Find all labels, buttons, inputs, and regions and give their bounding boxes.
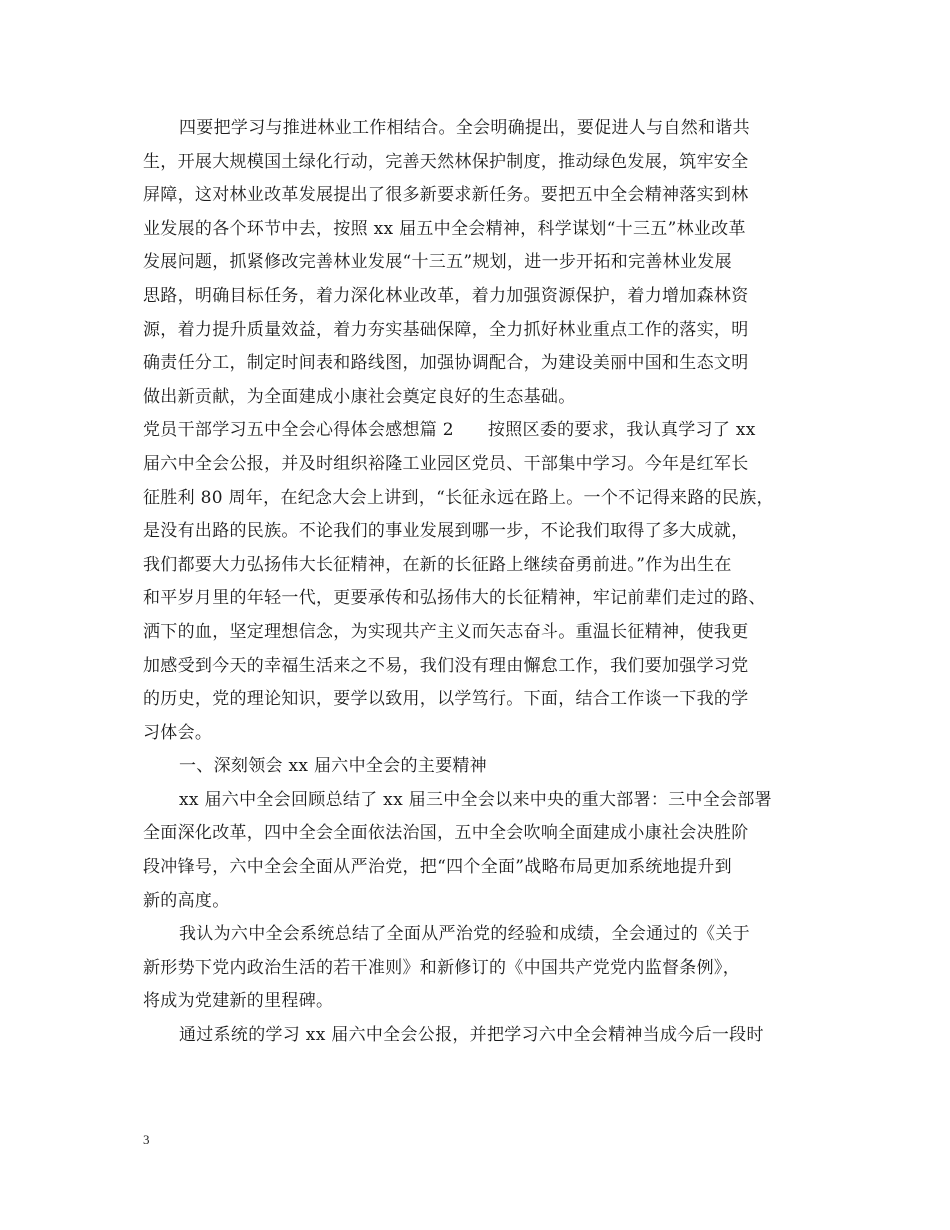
text-line: 段冲锋号，六中全会全面从严治党，把“四个全面”战略布局更加系统地提升到	[143, 857, 732, 878]
text-line: 全面深化改革，四中全会全面依法治国，五中全会吹响全面建成小康社会决胜阶	[143, 823, 749, 844]
text-line: 将成为党建新的里程碑。	[143, 991, 334, 1012]
text-line: 做出新贡献，为全面建成小康社会奠定良好的生态基础。	[143, 386, 576, 407]
text-line: 加感受到今天的幸福生活来之不易，我们没有理由懈怠工作，我们要加强学习党	[143, 655, 749, 676]
page-number: 3	[143, 1132, 150, 1147]
document-body	[143, 112, 823, 1053]
text-line: 源，着力提升质量效益，着力夯实基础保障，全力抓好林业重点工作的落实，明	[143, 319, 749, 340]
text-line: 确责任分工，制定时间表和路线图，加强协调配合，为建设美丽中国和生态文明	[143, 353, 749, 374]
text-line: 新形势下党内政治生活的若干准则》和新修订的《中国共产党党内监督条例》，	[143, 957, 740, 978]
text-line: xx 届六中全会回顾总结了 xx 届三中全会以来中央的重大部署：三中全会部署	[179, 789, 772, 810]
text-line: 洒下的血，坚定理想信念，为实现共产主义而矢志奋斗。重温长征精神，使我更	[143, 621, 749, 642]
article-title-line	[143, 414, 823, 448]
text-line: 我认为六中全会系统总结了全面从严治党的经验和成绩，全会通过的《关于	[179, 924, 750, 945]
paragraph-review	[143, 784, 823, 918]
text-line: 业发展的各个环节中去，按照 xx 届五中全会精神，科学谋划“十三五”林业改革	[143, 218, 746, 239]
text-line: 发展问题，抓紧修改完善林业发展“十三五”规划，进一步开拓和完善林业发展	[143, 252, 732, 273]
text-line: 通过系统的学习 xx 届六中全会公报，并把学习六中全会精神当成今后一段时	[179, 1025, 764, 1046]
text-line: 我们都要大力弘扬伟大长征精神，在新的长征路上继续奋勇前进。”作为出生在	[143, 554, 732, 575]
text-line: 思路，明确目标任务，着力深化林业改革，着力加强资源保护，着力增加森林资	[143, 285, 749, 306]
text-line: 习体会。	[143, 722, 213, 743]
paragraph-forestry	[143, 112, 823, 414]
text-line: 的历史，党的理论知识，要学以致用，以学笃行。下面，结合工作谈一下我的学	[143, 689, 749, 710]
text-line: 届六中全会公报，并及时组织裕隆工业园区党员、干部集中学习。今年是红军长	[143, 453, 749, 474]
paragraph-opinion	[143, 918, 823, 1019]
intro-first-line: 按照区委的要求，我认真学习了 xx	[487, 420, 756, 441]
text-line: 和平岁月里的年轻一代，更要承传和弘扬伟大的长征精神，牢记前辈们走过的路、	[143, 588, 766, 609]
text-line: 生，开展大规模国土绿化行动，完善天然林保护制度，推动绿色发展，筑牢安全	[143, 151, 749, 172]
text-line: 屏障，这对林业改革发展提出了很多新要求新任务。要把五中全会精神落实到林	[143, 185, 749, 206]
text-line: 是没有出路的民族。不论我们的事业发展到哪一步，不论我们取得了多大成就，	[143, 521, 749, 542]
text-line: 征胜利 80 周年，在纪念大会上讲到，“长征永远在路上。一个不记得来路的民族，	[143, 487, 774, 508]
article-title: 党员干部学习五中全会心得体会感想篇 2	[143, 420, 454, 441]
section-heading: 一、深刻领会 xx 届六中全会的主要精神	[179, 756, 487, 777]
paragraph-study	[143, 1019, 823, 1053]
text-line: 新的高度。	[143, 890, 230, 911]
paragraph-intro	[143, 414, 823, 750]
text-line: 四要把学习与推进林业工作相结合。全会明确提出，要促进人与自然和谐共	[179, 118, 750, 138]
